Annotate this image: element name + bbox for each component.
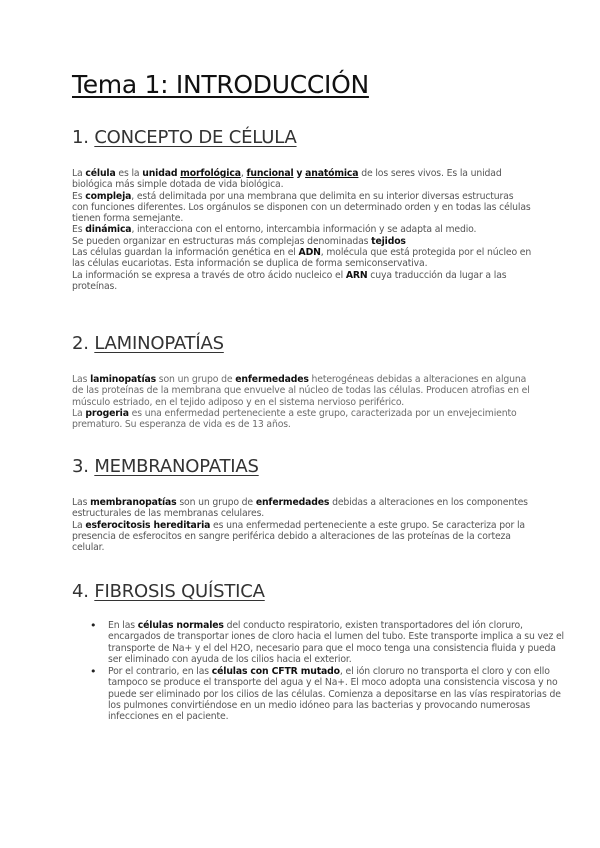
text-run: heterogéneas debidas a alteraciones en alguna de las proteínas de la membrana que envuelve al núcleo de todas las células. Producen atrofias en el músculo estriado, en el tejido adiposo y en el sistema nervioso periférico. [72,374,530,408]
paragraph [72,168,532,191]
text-run: Se pueden organizar en estructuras más complejas denominadas [72,235,372,247]
paragraph [72,191,532,225]
text-run: , el ión cloruro no transporta el cloro y con ello tampoco se produce el transporte del agua y el Na+. El moco adopta una consistencia viscosa y no puede ser eliminado por los cilios de las células. Comienza a depositarse en las vías respiratorias de los pulmones convirtiéndose en un medio idóneo para las bacterias y provocando numerosas infecciones en el paciente. [108,666,561,723]
text-run: debidas a alteraciones en los componentes estructurales de las membranas celulares. [72,497,528,520]
text-run: Es [72,224,86,236]
bold-term: célula [85,168,116,179]
paragraph [72,520,532,554]
text-run: Las [72,374,91,385]
list-item [108,666,568,722]
text-run: es una enfermedad perteneciente a este grupo, caracterizada por un envejecimiento prematuro. Su esperanza de vida es de 13 años. [72,407,517,431]
text-run: Es [72,190,86,202]
text-run: , está delimitada por una membrana que delimita en su interior diversas estructuras con funciones diferentes. Los orgánulos se disponen con un determinado orden y en todas las células tienen forma semejante. [72,190,531,225]
paragraph [72,374,532,408]
bold-term: anatómica [305,168,359,179]
paragraph [72,497,532,520]
section-number: 1. [72,127,89,148]
bold-term: morfológica [180,168,241,179]
paragraph [72,408,532,431]
bold-term: enfermedades [255,497,330,508]
bullet-list [72,620,568,724]
text-run: La información se expresa a través de otro ácido nucleico el [72,269,346,281]
bold-term: esferocitosis hereditaria [85,519,211,531]
paragraph [72,224,532,235]
bold-term: unidad [142,168,178,179]
text-run: La [72,168,86,179]
text-run: , interacciona con el entorno, intercambia información y se adapta al medio. [131,224,477,236]
bold-term: membranopatías [90,497,177,508]
paragraph [72,270,532,293]
section-body-laminopatias [72,374,532,430]
text-run: Por el contrario, en las [108,666,212,678]
list-item [108,620,568,665]
text-run: , [240,168,247,179]
section-heading-fibrosis-quistica [72,581,265,602]
bold-term: laminopatías [90,374,156,385]
section-number: 2. [72,333,89,354]
section-heading-laminopatias [72,333,224,354]
text-run: son un grupo de [176,497,256,508]
bold-term: ARN [345,269,368,281]
bold-term: funcional [246,168,294,179]
text-run: son un grupo de [156,374,236,385]
text-run: es una enfermedad perteneciente a este grupo. Se caracteriza por la presencia de esferocitos en sangre periférica debido a alteraciones de las proteínas de la corteza celular. [72,519,525,554]
section-title: CONCEPTO DE CÉLULA [94,127,297,148]
text-run: Las células guardan la información genética en el [72,247,299,259]
text-run: , molécula que está protegida por el núcleo en las células eucariotas. Esta información se duplica de forma semiconservativa. [72,247,532,270]
section-body-membranopatias [72,497,532,553]
section-title: MEMBRANOPATIAS [94,456,259,477]
section-title: FIBROSIS QUÍSTICA [94,581,265,602]
section-number: 4. [72,581,89,602]
text-run: La [72,519,86,531]
section-title: LAMINOPATÍAS [94,333,224,354]
text-run: En las [108,620,138,631]
bold-term: progeria [85,407,129,419]
bold-term: ADN [298,247,321,259]
text-run: es la [115,168,143,179]
text-run: Las [72,497,91,508]
page-title: Tema 1: INTRODUCCIÓN [72,70,369,99]
bold-term: compleja [85,190,132,202]
paragraph [72,236,532,247]
text-run: La [72,407,86,419]
bold-term: dinámica [85,224,132,236]
text-run: cuya traducción da lugar a las proteínas. [72,269,507,292]
bold-term: células con CFTR mutado [211,666,340,678]
text-run: del conducto respiratorio, existen transportadores del ión cloruro, encargados de transportar iones de cloro hacia el lumen del tubo. Este transporte implica a su vez el transporte de Na+ y el del H2O, necesario para que el moco tenga una consistencia fluida y pueda ser eliminado con ayuda de los cilios hacia el exterior. [108,620,564,665]
section-heading-concepto-celula [72,127,297,148]
text-run: de los seres vivos. Es la unidad biológica más simple dotada de vida biológica. [72,168,502,191]
section-body-concepto-celula [72,168,532,292]
bold-term: tejidos [371,235,406,247]
bold-term: enfermedades [235,374,309,385]
bold-term: células normales [137,620,224,631]
bold-term: y [296,168,303,179]
paragraph [72,247,532,270]
section-heading-membranopatias [72,456,259,477]
section-number: 3. [72,456,89,477]
